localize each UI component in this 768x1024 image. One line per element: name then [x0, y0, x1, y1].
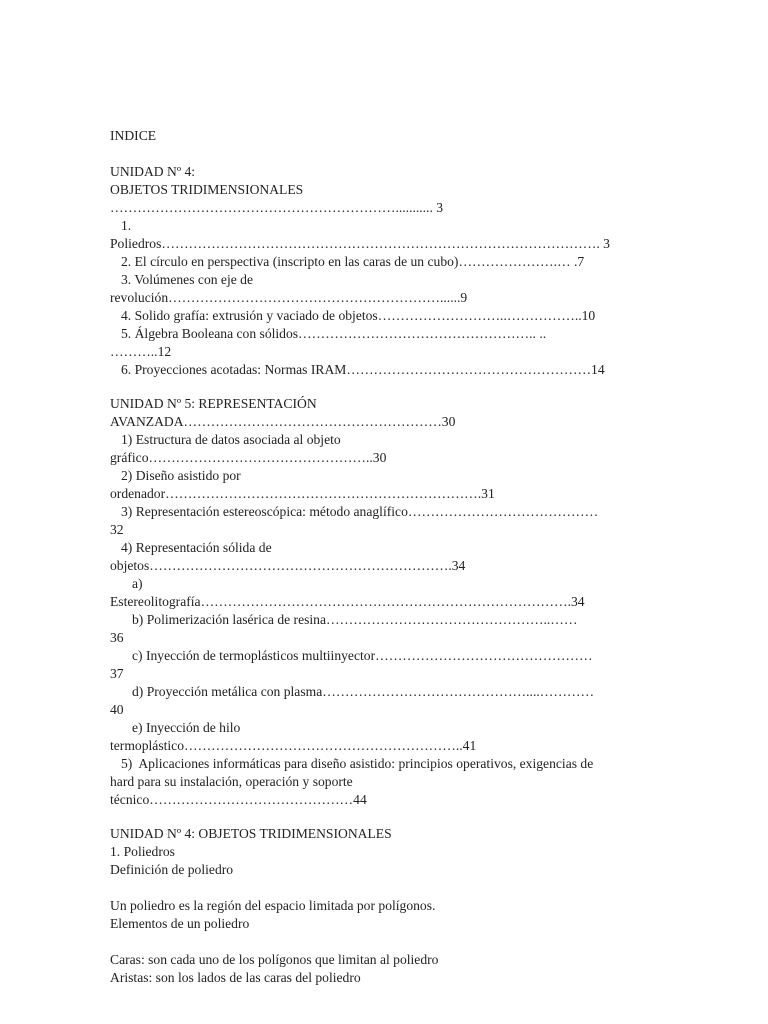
index-entry-e-cont: termoplástico……………………………………………………..41: [110, 738, 477, 753]
index-entry-a-cont: Estereolitografía……………………………………………………………………….34: [110, 594, 585, 609]
index-entry-volumenes: 3. Volúmenes con eje de: [121, 272, 254, 287]
unit4-subtitle: OBJETOS TRIDIMENSIONALES: [110, 182, 304, 197]
index-entry-c: c) Inyección de termoplásticos multiinyector…………………………………………: [132, 648, 593, 663]
index-entry-aplicaciones: 5) Aplicaciones informáticas para diseño asistido: principios operativos, exigencias de: [121, 756, 594, 771]
index-entry-b: b) Polimerización lasérica de resina…………………………………………..……: [132, 612, 578, 627]
index-entry-a: a): [132, 576, 143, 591]
body-section-heading: 1. Poliedros: [110, 844, 175, 859]
index-entry-estructura: 1) Estructura de datos asociada al objeto: [121, 432, 341, 447]
index-entry-b-cont: 36: [110, 630, 124, 645]
index-entry-c-cont: 37: [110, 666, 124, 681]
body-unit-heading: UNIDAD Nº 4: OBJETOS TRIDIMENSIONALES: [110, 826, 392, 841]
index-entry-d: d) Proyección metálica con plasma………………………………………....…………: [132, 684, 595, 699]
index-entry-algebra: 5. Álgebra Booleana con sólidos…………………………………………….. ..: [121, 326, 547, 341]
index-entry-e: e) Inyección de hilo: [132, 720, 241, 735]
body-elements-heading: Elementos de un poliedro: [110, 916, 250, 931]
body-faces: Caras: son cada uno de los polígonos que limitan al poliedro: [110, 952, 439, 967]
body-subsection-heading: Definición de poliedro: [110, 862, 234, 877]
index-entry-volumenes-cont: revolución……………………………………………………......9: [110, 290, 468, 305]
index-entry-aplicaciones-end: técnico………………………………………44: [110, 792, 367, 807]
index-entry-aplicaciones-cont: hard para su instalación, operación y soporte: [110, 774, 353, 789]
unit4-page-ref: ………………………………………………………........... 3: [110, 200, 444, 215]
unit5-title: UNIDAD Nº 5: REPRESENTACIÓN: [110, 396, 317, 411]
index-heading: INDICE: [110, 128, 157, 143]
index-entry-proyecciones: 6. Proyecciones acotadas: Normas IRAM………………………………………………14: [121, 362, 605, 377]
index-entry-solida: 4) Representación sólida de: [121, 540, 272, 555]
index-entry-solida-cont: objetos………………………………………………………….34: [110, 558, 466, 573]
index-entry-estereoscopica-cont: 32: [110, 522, 124, 537]
unit4-title: UNIDAD Nº 4:: [110, 164, 196, 179]
index-entry-diseno-cont: ordenador…………………………………………………………….31: [110, 486, 495, 501]
index-entry-estructura-cont: gráfico…………………………………………..30: [110, 450, 387, 465]
index-entry-poliedros: Poliedros……………………………………………………………………………………. 3: [110, 236, 610, 251]
index-entry-estereoscopica: 3) Representación estereoscópica: método anaglífico……………………………………: [121, 504, 599, 519]
index-entry-d-cont: 40: [110, 702, 124, 717]
index-entry-circulo: 2. El círculo en perspectiva (inscripto en las caras de un cubo)………………….… .7: [121, 254, 585, 269]
index-entry-solido-grafia: 4. Solido grafía: extrusión y vaciado de objetos………………………..……………..10: [121, 308, 596, 323]
index-entry-diseno: 2) Diseño asistido por: [121, 468, 241, 483]
body-definition: Un poliedro es la región del espacio limitada por polígonos.: [110, 898, 436, 913]
index-entry-number: 1.: [121, 218, 132, 233]
unit5-subtitle: AVANZADA…………………………………………………30: [110, 414, 456, 429]
index-entry-algebra-cont: ………..12: [110, 344, 172, 359]
body-edges: Aristas: son los lados de las caras del poliedro: [110, 970, 361, 985]
